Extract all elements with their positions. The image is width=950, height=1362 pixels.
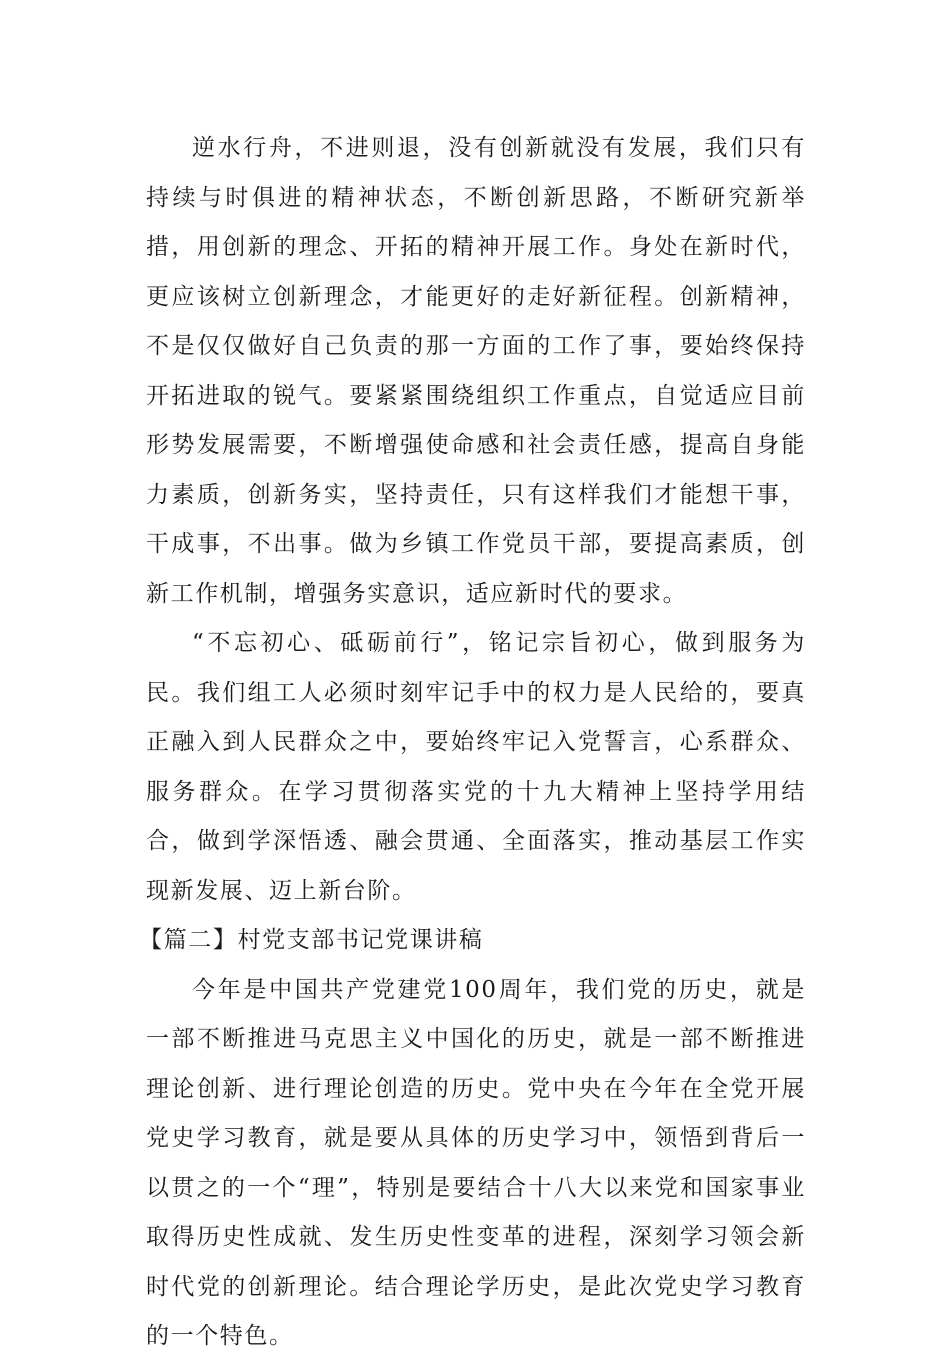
paragraph-original-aspiration: “不忘初心、砥砺前行”，铭记宗旨初心，做到服务为民。我们组工人必须时刻牢记手中的权力是人民给的，要真正融入到人民群众之中，要始终牢记入党誓言，心系群众、服务群众。在学习贯彻落实党的十九大精神上坚持学用结合，做到学深悟透、融会贯通、全面落实，推动基层工作实现新发展、迈上新台阶。 <box>146 630 806 904</box>
document-body <box>139 124 806 1362</box>
paragraph-innovation: 逆水行舟，不进则退，没有创新就没有发展，我们只有持续与时俱进的精神状态，不断创新思路，不断研究新举措，用创新的理念、开拓的精神开展工作。身处在新时代，更应该树立创新理念，才能更好的走好新征程。创新精神，不是仅仅做好自己负责的那一方面的工作了事，要始终保持开拓进取的锐气。要紧紧围绕组织工作重点，自觉适应目前形势发展需要，不断增强使命感和社会责任感，提高自身能力素质，创新务实，坚持责任，只有这样我们才能想干事，干成事，不出事。做为乡镇工作党员干部，要提高素质，创新工作机制，增强务实意识，适应新时代的要求。 <box>146 135 806 607</box>
paragraph-party-history: 今年是中国共产党建党100周年，我们党的历史，就是一部不断推进马克思主义中国化的历史，就是一部不断推进理论创新、进行理论创造的历史。党中央在今年在全党开展党史学习教育，就是要从具体的历史学习中，领悟到背后一以贯之的一个“理”，特别是要结合十八大以来党和国家事业取得历史性成就、发生历史性变革的进程，深刻学习领会新时代党的创新理论。结合理论学历史，是此次党史学习教育的一个特色。 <box>146 976 806 1349</box>
section-heading: 【篇二】村党支部书记党课讲稿 <box>139 927 484 953</box>
